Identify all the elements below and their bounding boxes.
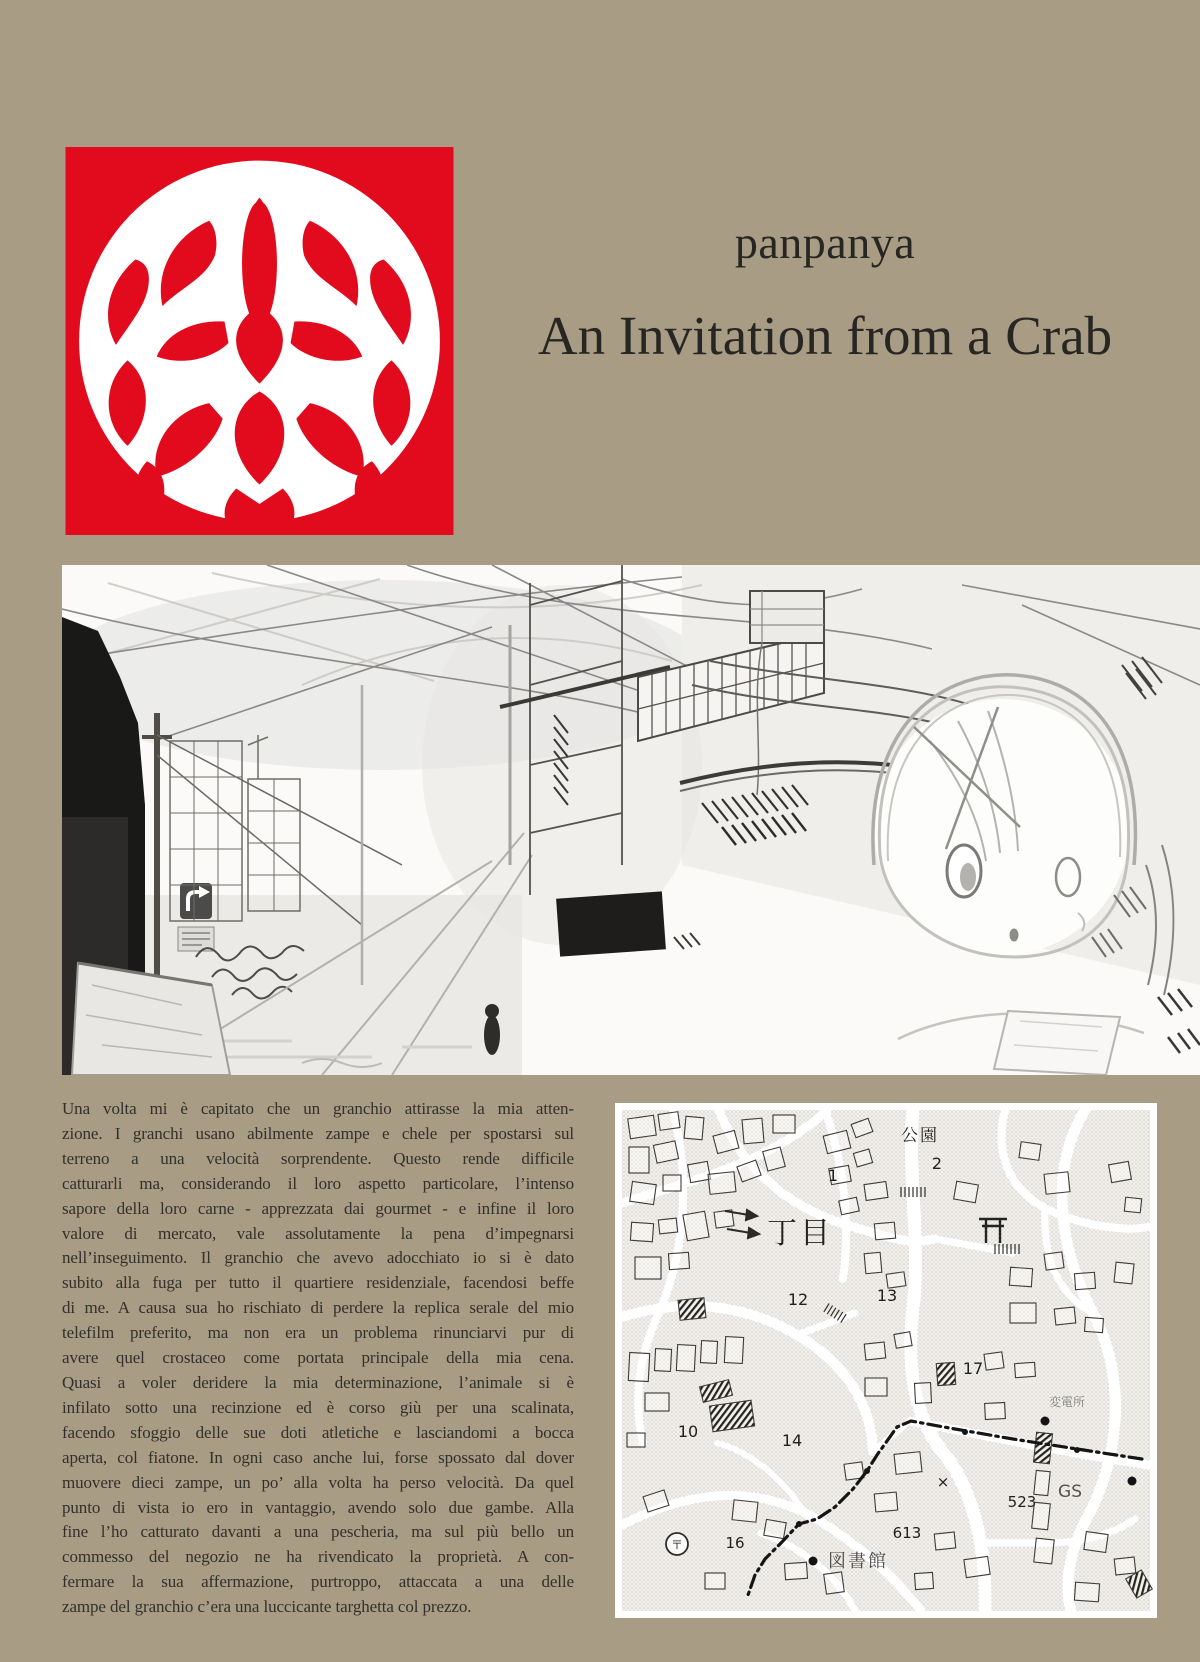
map-label: 〒 [670,1538,684,1552]
substation-dot [1041,1417,1050,1426]
story-paragraph [62,1097,574,1620]
paragraph-line: fermare la sua affermazione, purtroppo, attaccata a una delle [62,1572,574,1592]
library-dot [809,1557,818,1566]
map-label: 10 [677,1422,699,1441]
hatched-building [709,1400,754,1432]
hatched-building [678,1298,706,1321]
paragraph-line: zione. I granchi usano abilmente zampe e chele per spostarsi sul [62,1123,574,1143]
publisher-logo [64,147,455,535]
author-name: panpanya [734,217,916,268]
paragraph-line: subito alla fuga per tutto il quartiere residenziale, facendosi beffe [62,1273,574,1293]
hatched-building [936,1362,955,1385]
paragraph-line: infilato sotto una recinzione ed è corso giù per una scalinata, [62,1397,574,1417]
map-label: 16 [725,1534,745,1552]
map-label: 1 [827,1166,839,1185]
map-label: 14 [781,1431,803,1450]
page-title: An Invitation from a Crab [537,305,1113,366]
paragraph-line: valore di mercato, vale assolutamente la pena d’impegnarsi [62,1223,574,1243]
map-label: 13 [876,1286,898,1305]
map-label: 12 [787,1290,809,1309]
map-label: × [936,1473,950,1491]
paragraph-line: telefilm preferito, ma non era un problema rinunciarvi pur di [62,1323,574,1343]
paragraph-line: commesso del negozio ne ha rivendicato la proprietà. A con- [62,1547,574,1567]
paragraph-line: Una volta mi è capitato che un granchio attirasse la mia atten- [62,1099,574,1118]
paragraph-line: di me. A causa sua ho rischiato di perdere la replica serale del mio [62,1298,574,1318]
hatched-building [1033,1432,1052,1464]
paragraph-line: zampe del granchio c’era una luccicante targhetta col prezzo. [62,1597,472,1617]
arrow-road-sign [180,883,212,919]
map-label: 公園 [901,1126,939,1146]
street-signs [178,883,214,951]
paragraph-line: sapore della loro carne - apprezzata dai gourmet - e infine il loro [62,1198,574,1218]
paper-sheet [994,1011,1120,1075]
paragraph-line: punto di vista io ero in vantaggio, avendo solo due gambe. Alla [62,1497,574,1517]
map-label: 変電所 [1048,1395,1086,1409]
paragraph-line: facendo sfoggio delle sue doti atletiche e lasciandomi a bocca [62,1422,574,1442]
paragraph-line: avere quel crostaceo come portata principale della mia cena. [62,1348,574,1368]
map-label: 丁目 [767,1216,833,1251]
map-label: 523 [1007,1493,1037,1511]
paragraph-line: Quasi a voler deridere la mia determinazione, l’animale si è [62,1372,574,1392]
map-label: 図書館 [828,1551,888,1572]
mouth [1010,929,1019,942]
pedestrian-figure [484,1004,500,1055]
paragraph-line: catturarli ma, considerando il loro aspetto particolare, l’intenso [62,1173,574,1193]
paragraph-line: fine l’ho catturato davanti a una pescheria, ma sul più bello un [62,1522,574,1542]
gas-station-dot [1128,1477,1137,1486]
dark-doorway [556,891,666,956]
paragraph-line: nell’inseguimento. Il granchio che avevo adocchiato io si è dato [62,1248,574,1268]
cover-illustration [62,565,1200,1075]
map-label: 17 [962,1359,984,1378]
paragraph-line: aperta, col fiatone. In ogni caso anche lui, forse spossato dal dover [62,1447,574,1467]
paragraph-line: terreno a una velocità sorprendente. Questo rende difficile [62,1148,574,1168]
paragraph-line: muovere dieci zampe, un po’ alla volta ha perso velocità. Da quel [62,1472,574,1492]
map-label: 2 [931,1154,943,1173]
street-map [615,1103,1157,1618]
map-label: 613 [892,1524,922,1542]
map-label: GS [1058,1482,1082,1502]
